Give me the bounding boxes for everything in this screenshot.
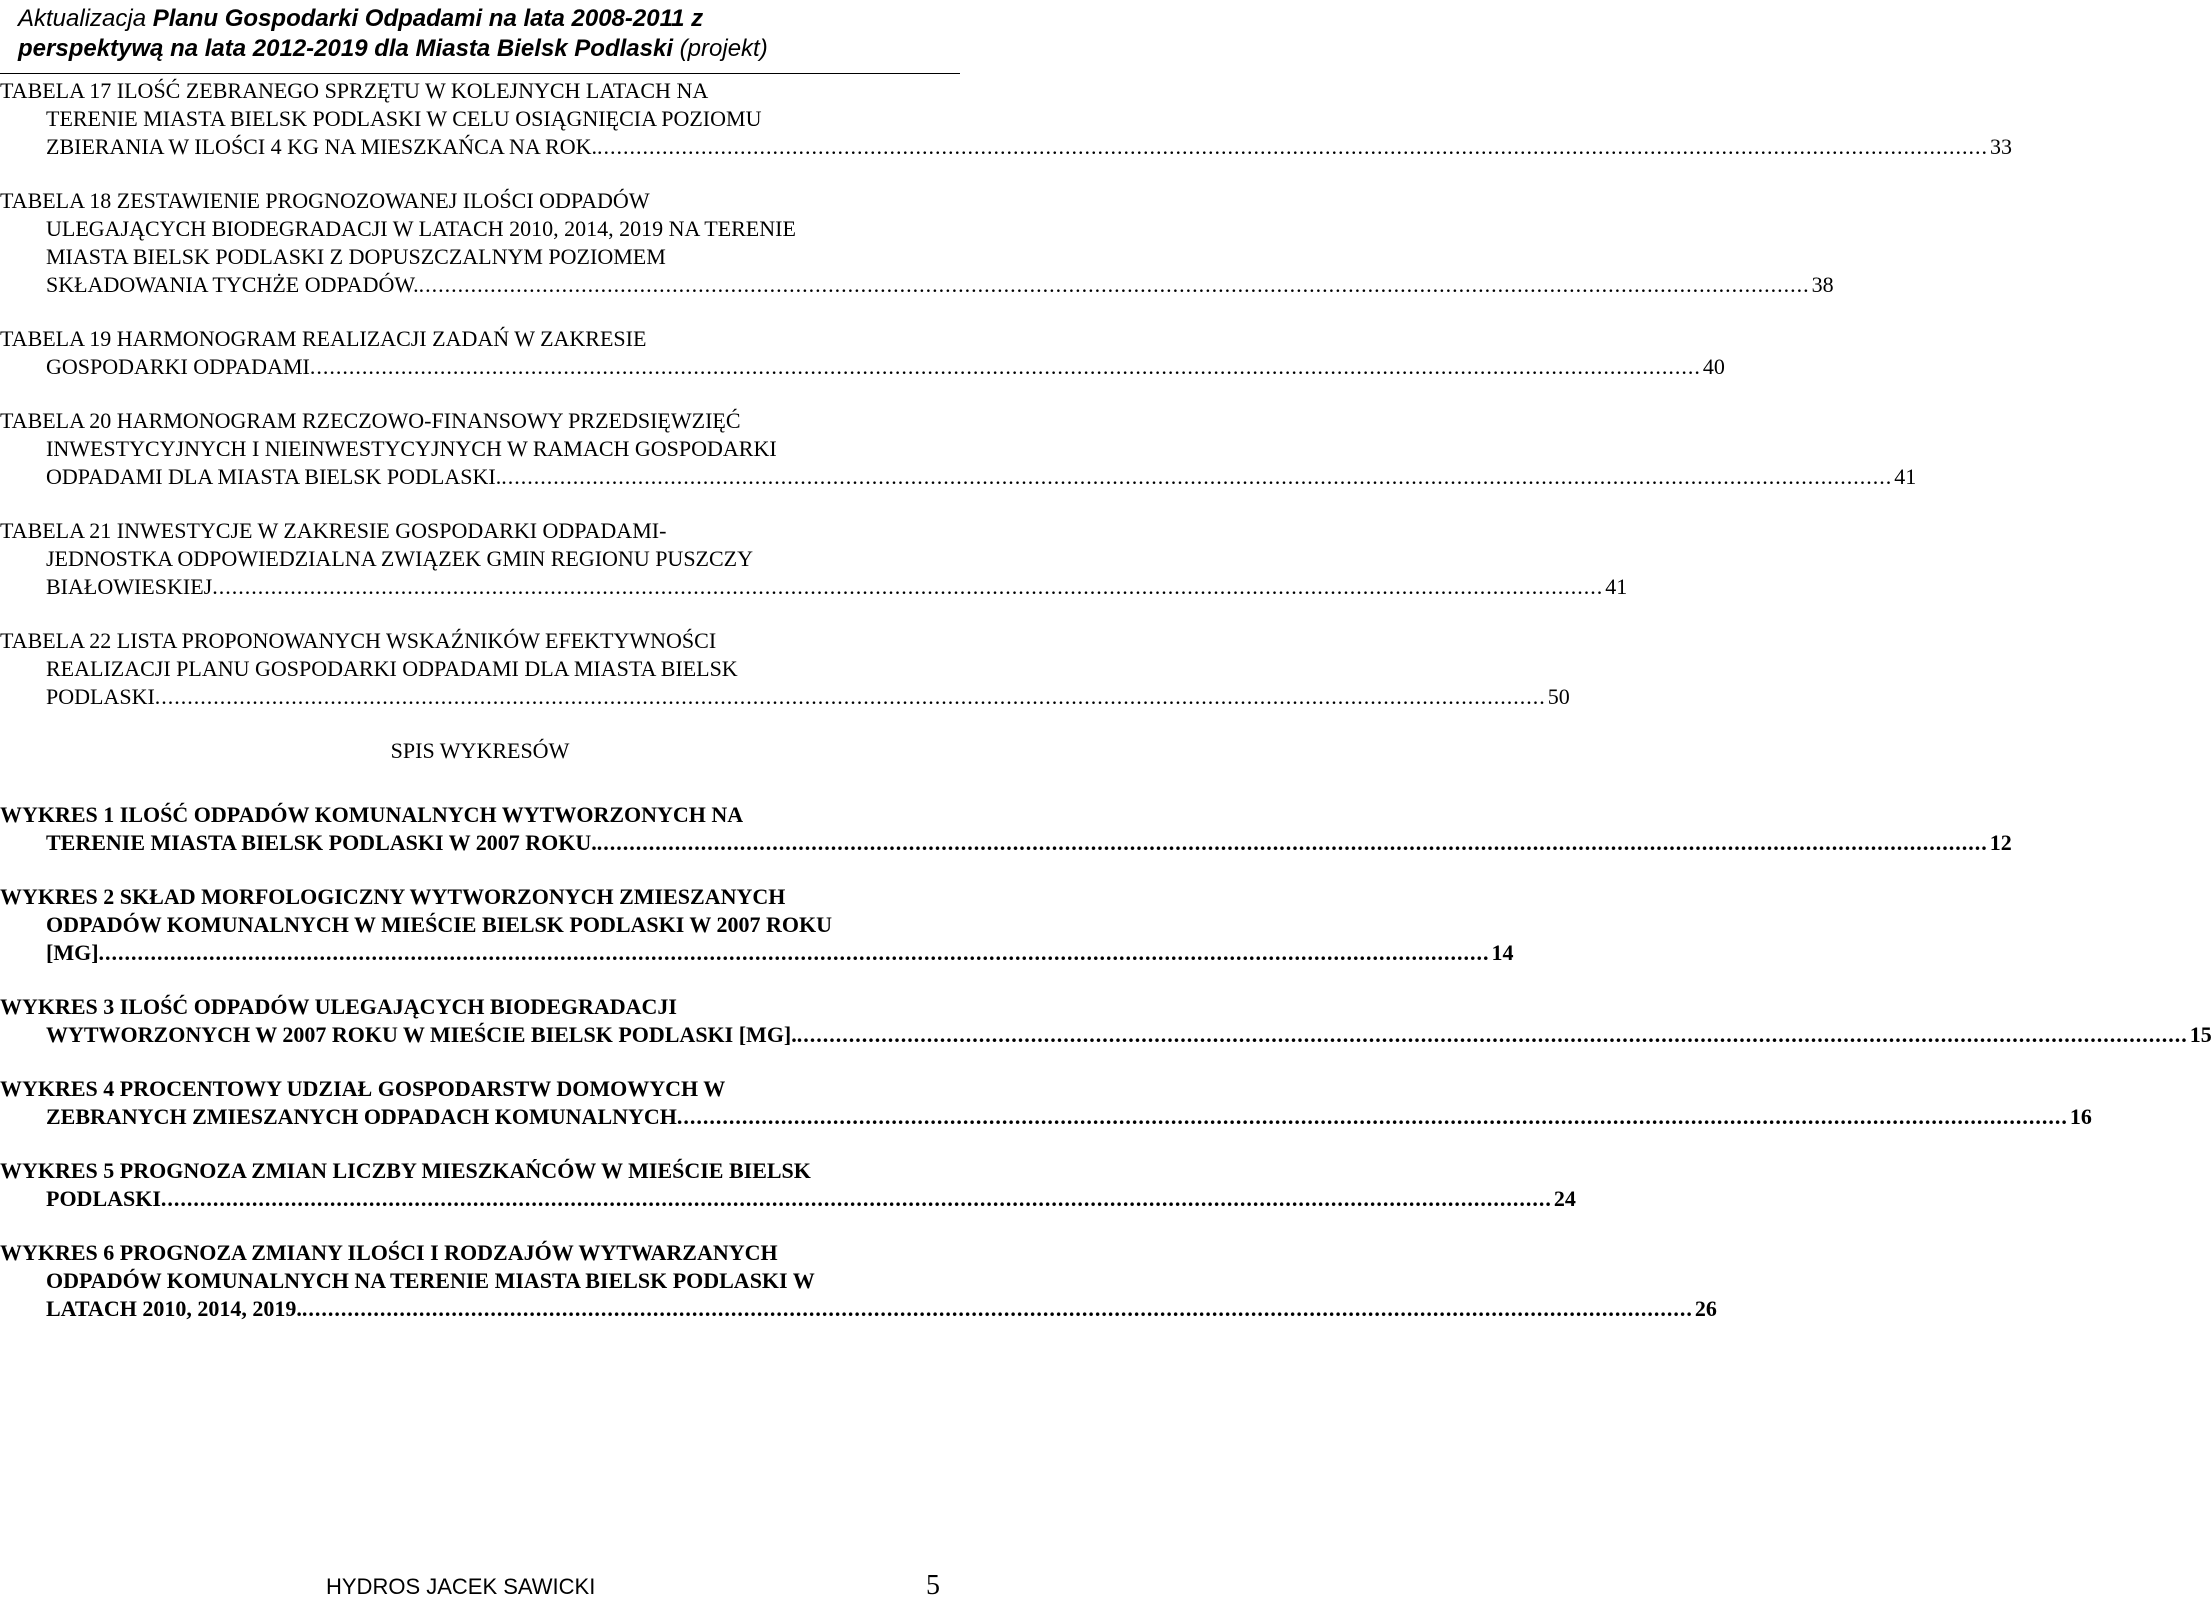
toc-page-number: 50 — [1547, 684, 1570, 709]
toc-entry-line: WYKRES 5 PROGNOZA ZMIAN LICZBY MIESZKAŃCÓW W MIEŚCIE BIELSK — [0, 1158, 811, 1183]
toc-dot-leader — [501, 463, 1892, 491]
header-suffix: (projekt) — [673, 35, 768, 62]
toc-entry-line: TERENIE MIASTA BIELSK PODLASKI W CELU OSIĄGNIĘCIA POZIOMU — [46, 106, 762, 131]
toc-page-number: 26 — [1694, 1296, 1717, 1321]
toc-entry-last-line — [0, 271, 1834, 299]
toc-entry-line: ULEGAJĄCYCH BIODEGRADACJI W LATACH 2010, 2014, 2019 NA TERENIE — [46, 216, 796, 241]
toc-entry-last-line — [0, 353, 1725, 381]
charts-section-title: SPIS WYKRESÓW — [390, 738, 570, 763]
toc-entry-text: LATACH 2010, 2014, 2019. — [46, 1296, 302, 1321]
toc-entry[interactable] — [0, 77, 2013, 161]
toc-entry-line: TABELA 18 ZESTAWIENIE PROGNOZOWANEJ ILOŚCI ODPADÓW — [0, 188, 650, 213]
toc-page-number: 12 — [1989, 830, 2012, 855]
toc-entry[interactable] — [0, 627, 1570, 711]
toc-entry-line: WYKRES 4 PROCENTOWY UDZIAŁ GOSPODARSTW DOMOWYCH W — [0, 1076, 726, 1101]
header-prefix: Aktualizacja — [18, 5, 153, 32]
toc-entry-text: ZEBRANYCH ZMIESZANYCH ODPADACH KOMUNALNYCH — [46, 1104, 677, 1129]
toc-entry-last-line — [0, 1185, 1576, 1213]
toc-entry-line: TABELA 21 INWESTYCJE W ZAKRESIE GOSPODARKI ODPADAMI- — [0, 518, 667, 543]
toc-entry[interactable] — [0, 187, 1834, 299]
toc-dot-leader — [419, 271, 1810, 299]
toc-entry-line: REALIZACJI PLANU GOSPODARKI ODPADAMI DLA MIASTA BIELSK — [46, 656, 738, 681]
header-title-line-1: Planu Gospodarki Odpadami na lata 2008-2011 z — [152, 5, 704, 32]
toc-entry-last-line — [0, 939, 1514, 967]
toc-entry[interactable] — [0, 517, 1628, 601]
toc-entry-last-line — [0, 1021, 2212, 1049]
toc-page-number: 33 — [1990, 134, 2013, 159]
toc-page-number: 38 — [1811, 272, 1834, 297]
toc-dot-leader — [597, 829, 1988, 857]
toc-page-number: 24 — [1553, 1186, 1576, 1211]
toc-dot-leader — [212, 573, 1603, 601]
toc-entry-line: INWESTYCYJNYCH I NIEINWESTYCYJNYCH W RAMACH GOSPODARKI — [46, 436, 777, 461]
toc-entry-line: TABELA 22 LISTA PROPONOWANYCH WSKAŹNIKÓW EFEKTYWNOŚCI — [0, 628, 717, 653]
header-rule — [0, 73, 960, 74]
toc-entry[interactable] — [0, 801, 2012, 857]
toc-entry-text: PODLASKI — [46, 684, 155, 709]
toc-entry-line: TABELA 19 HARMONOGRAM REALIZACJI ZADAŃ W ZAKRESIE — [0, 326, 647, 351]
toc-dot-leader — [99, 939, 1490, 967]
toc-entry-last-line — [0, 1103, 2092, 1131]
toc-entry-text: PODLASKI — [46, 1186, 161, 1211]
toc-entry-text: WYTWORZONYCH W 2007 ROKU W MIEŚCIE BIELSK PODLASKI [MG]. — [46, 1022, 797, 1047]
toc-entry-text: [MG] — [46, 940, 99, 965]
toc-entry-line: TABELA 17 ILOŚĆ ZEBRANEGO SPRZĘTU W KOLEJNYCH LATACH NA — [0, 78, 709, 103]
toc-entry-text: SKŁADOWANIA TYCHŻE ODPADÓW. — [46, 272, 419, 297]
toc-entry-line: ODPADÓW KOMUNALNYCH W MIEŚCIE BIELSK PODLASKI W 2007 ROKU — [46, 912, 833, 937]
toc-entry-line: MIASTA BIELSK PODLASKI Z DOPUSZCZALNYM POZIOMEM — [46, 244, 666, 269]
toc-entry[interactable] — [0, 1239, 1717, 1323]
toc-entry[interactable] — [0, 1157, 1576, 1213]
toc-page-number: 14 — [1491, 940, 1514, 965]
toc-entry-line: WYKRES 2 SKŁAD MORFOLOGICZNY WYTWORZONYCH ZMIESZANYCH — [0, 884, 786, 909]
page-header — [18, 4, 948, 64]
footer-company: HYDROS JACEK SAWICKI — [326, 1574, 596, 1599]
toc-page-number: 40 — [1702, 354, 1725, 379]
header-line-1 — [18, 4, 948, 34]
toc-entry-text: TERENIE MIASTA BIELSK PODLASKI W 2007 ROKU. — [46, 830, 597, 855]
toc-entry[interactable] — [0, 883, 1514, 967]
toc-entry-text: GOSPODARKI ODPADAMI — [46, 354, 310, 379]
toc-dot-leader — [310, 353, 1701, 381]
toc-page-number: 41 — [1605, 574, 1628, 599]
toc-entry-last-line — [0, 1295, 1717, 1323]
toc-dot-leader — [155, 683, 1546, 711]
toc-page-number: 15 — [2189, 1022, 2212, 1047]
toc-entry-line: ODPADÓW KOMUNALNYCH NA TERENIE MIASTA BIELSK PODLASKI W — [46, 1268, 815, 1293]
toc-entry[interactable] — [0, 993, 2212, 1049]
toc-page-number: 16 — [2069, 1104, 2092, 1129]
toc-entry-line: WYKRES 3 ILOŚĆ ODPADÓW ULEGAJĄCYCH BIODEGRADACJI — [0, 994, 677, 1019]
toc-entry-last-line — [0, 573, 1628, 601]
toc-entry-line: JEDNOSTKA ODPOWIEDZIALNA ZWIĄZEK GMIN REGIONU PUSZCZY — [46, 546, 753, 571]
toc-dot-leader — [161, 1185, 1552, 1213]
toc-entry[interactable] — [0, 1075, 2092, 1131]
toc-entry-last-line — [0, 133, 2013, 161]
toc-dot-leader — [597, 133, 1988, 161]
toc-dot-leader — [797, 1021, 2188, 1049]
toc-entry[interactable] — [0, 407, 1917, 491]
toc-entry[interactable] — [0, 325, 1725, 381]
toc-entry-last-line — [0, 683, 1570, 711]
toc-dot-leader — [302, 1295, 1693, 1323]
toc-entry-last-line — [0, 463, 1917, 491]
page-number: 5 — [926, 1570, 940, 1601]
toc-entry-line: WYKRES 1 ILOŚĆ ODPADÓW KOMUNALNYCH WYTWORZONYCH NA — [0, 802, 744, 827]
toc-dot-leader — [677, 1103, 2068, 1131]
toc-entry-text: ZBIERANIA W ILOŚCI 4 KG NA MIESZKAŃCA NA ROK. — [46, 134, 598, 159]
header-line-2 — [18, 34, 948, 64]
toc-entry-line: WYKRES 6 PROGNOZA ZMIANY ILOŚCI I RODZAJÓW WYTWARZANYCH — [0, 1240, 778, 1265]
toc-entry-line: TABELA 20 HARMONOGRAM RZECZOWO-FINANSOWY PRZEDSIĘWZIĘĆ — [0, 408, 741, 433]
toc-page-number: 41 — [1894, 464, 1917, 489]
header-title-line-2: perspektywą na lata 2012-2019 dla Miasta Bielsk Podlaski — [18, 35, 674, 62]
toc-entry-text: ODPADAMI DLA MIASTA BIELSK PODLASKI. — [46, 464, 502, 489]
toc-entry-text: BIAŁOWIESKIEJ — [46, 574, 213, 599]
toc-entry-last-line — [0, 829, 2012, 857]
table-of-contents — [0, 77, 2212, 1349]
